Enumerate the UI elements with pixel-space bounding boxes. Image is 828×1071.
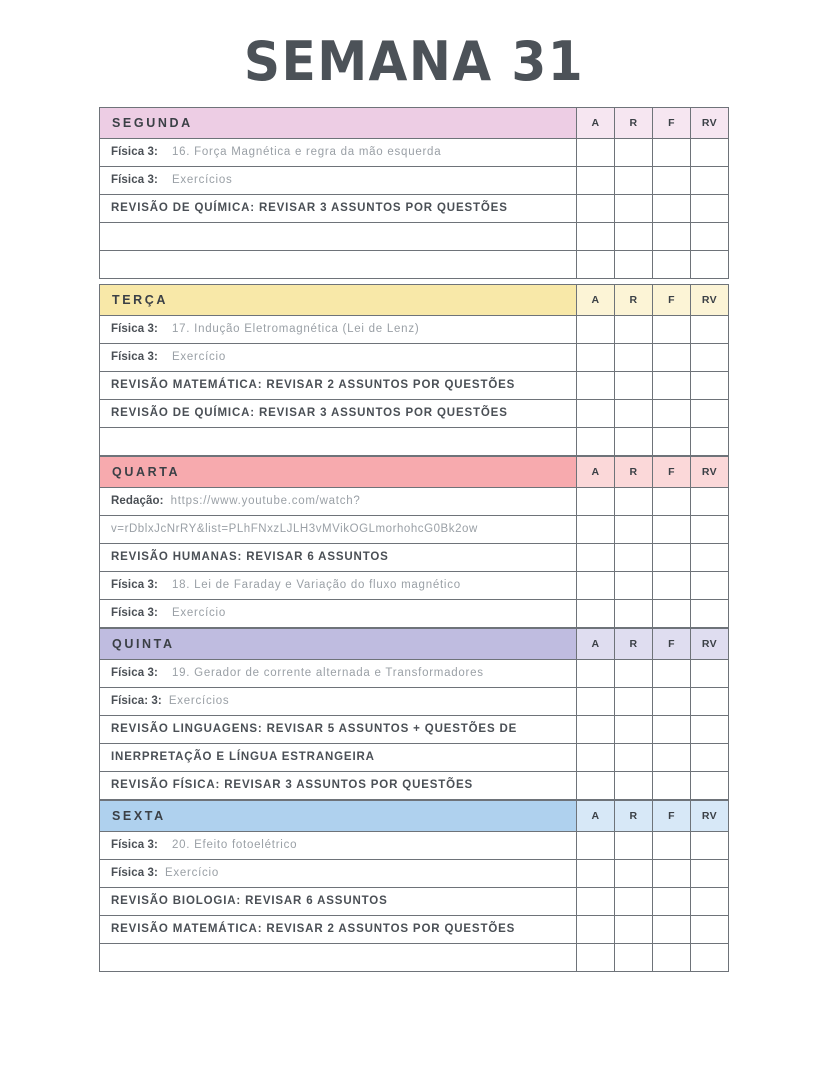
task-row [99,916,729,944]
task-row [99,400,729,428]
task-subject-label: Física 3: [111,351,158,364]
checkbox-cell-rv[interactable] [691,600,729,628]
task-cell[interactable] [99,916,577,944]
column-header-rv: RV [691,284,729,316]
checkbox-cell-rv[interactable] [691,428,729,456]
task-cell[interactable] [99,544,577,572]
checkbox-cell-rv[interactable] [691,400,729,428]
column-header-f: F [653,628,691,660]
checkbox-cell-a[interactable] [577,888,615,916]
day-header-row [99,456,729,488]
task-row [99,195,729,223]
task-row [99,544,729,572]
task-cell[interactable] [99,516,577,544]
column-header-a: A [577,107,615,139]
day-block-segunda [99,107,729,279]
checkbox-cell-a[interactable] [577,344,615,372]
checkbox-cell-f[interactable] [653,488,691,516]
task-subject-label: Física: 3: [111,695,162,708]
column-header-rv: RV [691,628,729,660]
day-block-quarta [99,456,729,628]
page-title: SEMANA 31 [243,30,585,93]
checkbox-cell-r[interactable] [615,516,653,544]
task-row [99,167,729,195]
checkbox-cell-rv[interactable] [691,860,729,888]
checkbox-cell-f[interactable] [653,400,691,428]
revision-task-text: REVISÃO BIOLOGIA: REVISAR 6 ASSUNTOS [111,895,388,908]
checkbox-cell-a[interactable] [577,223,615,251]
task-description: 18. Lei de Faraday e Variação do fluxo magnético [171,579,461,592]
task-cell[interactable] [99,888,577,916]
task-description: 20. Efeito fotoelétrico [171,839,298,852]
column-header-f: F [653,800,691,832]
task-row [99,832,729,860]
checkbox-cell-f[interactable] [653,716,691,744]
checkbox-cell-a[interactable] [577,316,615,344]
task-row [99,572,729,600]
day-name-quarta: QUARTA [99,456,577,488]
checkbox-cell-a[interactable] [577,251,615,279]
checkbox-cell-rv[interactable] [691,944,729,972]
task-cell[interactable] [99,688,577,716]
task-cell[interactable] [99,488,577,516]
checkbox-cell-r[interactable] [615,916,653,944]
checkbox-cell-r[interactable] [615,544,653,572]
day-name-segunda: SEGUNDA [99,107,577,139]
checkbox-cell-rv[interactable] [691,223,729,251]
checkbox-cell-f[interactable] [653,223,691,251]
task-row [99,600,729,628]
checkbox-cell-a[interactable] [577,832,615,860]
day-header-row [99,284,729,316]
checkbox-cell-f[interactable] [653,516,691,544]
task-subject-label: Física 3: [111,667,158,680]
checkbox-cell-f[interactable] [653,916,691,944]
task-cell[interactable] [99,344,577,372]
checkbox-cell-rv[interactable] [691,660,729,688]
checkbox-cell-rv[interactable] [691,716,729,744]
revision-task-text: INERPRETAÇÃO E LÍNGUA ESTRANGEIRA [111,751,375,764]
task-row [99,660,729,688]
day-block-sexta [99,800,729,972]
checkbox-cell-a[interactable] [577,372,615,400]
task-description: Exercício [171,351,226,364]
task-cell[interactable] [99,660,577,688]
checkbox-cell-r[interactable] [615,716,653,744]
column-header-rv: RV [691,800,729,832]
checkbox-cell-f[interactable] [653,251,691,279]
checkbox-cell-f[interactable] [653,772,691,800]
checkbox-cell-rv[interactable] [691,316,729,344]
checkbox-cell-f[interactable] [653,600,691,628]
task-subject-label: Física 3: [111,323,158,336]
checkbox-cell-a[interactable] [577,688,615,716]
checkbox-cell-rv[interactable] [691,744,729,772]
task-description: 17. Indução Eletromagnética (Lei de Lenz) [171,323,420,336]
checkbox-cell-rv[interactable] [691,916,729,944]
checkbox-cell-f[interactable] [653,572,691,600]
checkbox-cell-r[interactable] [615,428,653,456]
column-header-r: R [615,456,653,488]
column-header-rv: RV [691,456,729,488]
checkbox-cell-a[interactable] [577,488,615,516]
task-cell[interactable] [99,428,577,456]
column-header-f: F [653,107,691,139]
checkbox-cell-rv[interactable] [691,372,729,400]
task-cell[interactable] [99,744,577,772]
column-header-a: A [577,456,615,488]
task-cell[interactable] [99,251,577,279]
task-row [99,772,729,800]
checkbox-cell-f[interactable] [653,688,691,716]
revision-task-text: REVISÃO DE QUÍMICA: REVISAR 3 ASSUNTOS POR QUESTÕES [111,202,508,215]
day-block-quinta [99,628,729,800]
task-cell[interactable] [99,400,577,428]
checkbox-cell-rv[interactable] [691,167,729,195]
checkbox-cell-a[interactable] [577,400,615,428]
checkbox-cell-a[interactable] [577,516,615,544]
checkbox-cell-r[interactable] [615,251,653,279]
checkbox-cell-r[interactable] [615,688,653,716]
checkbox-cell-a[interactable] [577,600,615,628]
checkbox-cell-a[interactable] [577,167,615,195]
checkbox-cell-f[interactable] [653,744,691,772]
column-header-r: R [615,800,653,832]
checkbox-cell-r[interactable] [615,660,653,688]
task-cell[interactable] [99,832,577,860]
checkbox-cell-r[interactable] [615,139,653,167]
task-row [99,516,729,544]
checkbox-cell-a[interactable] [577,428,615,456]
column-header-r: R [615,628,653,660]
task-subject-label: Física 3: [111,839,158,852]
checkbox-cell-r[interactable] [615,744,653,772]
task-row [99,344,729,372]
task-row [99,223,729,251]
checkbox-cell-f[interactable] [653,860,691,888]
checkbox-cell-a[interactable] [577,916,615,944]
checkbox-cell-r[interactable] [615,944,653,972]
task-row [99,428,729,456]
checkbox-cell-rv[interactable] [691,488,729,516]
checkbox-cell-a[interactable] [577,744,615,772]
day-header-row [99,800,729,832]
checkbox-cell-r[interactable] [615,600,653,628]
task-row [99,139,729,167]
task-subject-label: Redação: [111,495,164,508]
task-row [99,860,729,888]
task-description: Exercícios [168,695,230,708]
checkbox-cell-f[interactable] [653,372,691,400]
column-header-a: A [577,800,615,832]
day-name-terca: TERÇA [99,284,577,316]
column-header-f: F [653,284,691,316]
checkbox-cell-r[interactable] [615,572,653,600]
day-block-terca [99,284,729,456]
checkbox-cell-f[interactable] [653,316,691,344]
checkbox-cell-f[interactable] [653,167,691,195]
checkbox-cell-f[interactable] [653,660,691,688]
day-header-row [99,107,729,139]
task-cell[interactable] [99,167,577,195]
task-row [99,888,729,916]
checkbox-cell-r[interactable] [615,488,653,516]
task-row [99,688,729,716]
task-cell[interactable] [99,716,577,744]
day-name-sexta: SEXTA [99,800,577,832]
task-cell[interactable] [99,139,577,167]
revision-task-text: REVISÃO MATEMÁTICA: REVISAR 2 ASSUNTOS POR QUESTÕES [111,923,516,936]
task-cell[interactable] [99,772,577,800]
task-cell[interactable] [99,195,577,223]
revision-task-text: REVISÃO DE QUÍMICA: REVISAR 3 ASSUNTOS POR QUESTÕES [111,407,508,420]
task-cell[interactable] [99,372,577,400]
task-row [99,744,729,772]
checkbox-cell-f[interactable] [653,139,691,167]
task-row [99,716,729,744]
checkbox-cell-a[interactable] [577,660,615,688]
task-cell[interactable] [99,860,577,888]
checkbox-cell-r[interactable] [615,372,653,400]
day-name-quinta: QUINTA [99,628,577,660]
task-row [99,488,729,516]
column-header-r: R [615,284,653,316]
revision-task-text: REVISÃO FÍSICA: REVISAR 3 ASSUNTOS POR QUESTÕES [111,779,474,792]
checkbox-cell-rv[interactable] [691,572,729,600]
column-header-r: R [615,107,653,139]
checkbox-cell-f[interactable] [653,428,691,456]
checkbox-cell-f[interactable] [653,344,691,372]
checkbox-cell-f[interactable] [653,888,691,916]
checkbox-cell-rv[interactable] [691,251,729,279]
checkbox-cell-rv[interactable] [691,139,729,167]
task-description: https://www.youtube.com/watch? [170,495,361,508]
checkbox-cell-rv[interactable] [691,195,729,223]
checkbox-cell-a[interactable] [577,860,615,888]
task-cell[interactable] [99,944,577,972]
checkbox-cell-r[interactable] [615,344,653,372]
task-row [99,372,729,400]
task-subject-label: Física 3: [111,579,158,592]
column-header-rv: RV [691,107,729,139]
checkbox-cell-f[interactable] [653,832,691,860]
checkbox-cell-f[interactable] [653,195,691,223]
task-subject-label: Física 3: [111,174,158,187]
task-row [99,316,729,344]
checkbox-cell-f[interactable] [653,544,691,572]
planner-table [99,107,729,972]
task-row [99,944,729,972]
task-cell[interactable] [99,316,577,344]
task-cell[interactable] [99,223,577,251]
column-header-f: F [653,456,691,488]
checkbox-cell-r[interactable] [615,223,653,251]
task-description: Exercício [164,867,219,880]
task-description: 19. Gerador de corrente alternada e Transformadores [171,667,484,680]
checkbox-cell-r[interactable] [615,195,653,223]
task-cell[interactable] [99,600,577,628]
checkbox-cell-a[interactable] [577,195,615,223]
checkbox-cell-rv[interactable] [691,544,729,572]
task-row [99,251,729,279]
task-description: Exercícios [171,174,233,187]
checkbox-cell-a[interactable] [577,544,615,572]
checkbox-cell-r[interactable] [615,316,653,344]
task-description: 16. Força Magnética e regra da mão esquerda [171,146,442,159]
revision-task-text: REVISÃO HUMANAS: REVISAR 6 ASSUNTOS [111,551,389,564]
task-subject-label: Física 3: [111,146,158,159]
checkbox-cell-r[interactable] [615,888,653,916]
checkbox-cell-a[interactable] [577,572,615,600]
column-header-a: A [577,628,615,660]
day-header-row [99,628,729,660]
checkbox-cell-r[interactable] [615,772,653,800]
task-description: Exercício [171,607,226,620]
task-cell[interactable] [99,572,577,600]
checkbox-cell-rv[interactable] [691,832,729,860]
checkbox-cell-a[interactable] [577,139,615,167]
checkbox-cell-a[interactable] [577,716,615,744]
checkbox-cell-rv[interactable] [691,516,729,544]
checkbox-cell-rv[interactable] [691,688,729,716]
revision-task-text: REVISÃO MATEMÁTICA: REVISAR 2 ASSUNTOS POR QUESTÕES [111,379,516,392]
checkbox-cell-f[interactable] [653,944,691,972]
task-subject-label: Física 3: [111,867,158,880]
task-subject-label: Física 3: [111,607,158,620]
checkbox-cell-rv[interactable] [691,344,729,372]
checkbox-cell-r[interactable] [615,860,653,888]
checkbox-cell-r[interactable] [615,400,653,428]
checkbox-cell-a[interactable] [577,944,615,972]
checkbox-cell-a[interactable] [577,772,615,800]
checkbox-cell-r[interactable] [615,832,653,860]
url-continuation-text: v=rDblxJcNrRY&list=PLhFNxzLJLH3vMVikOGLmorhohcG0Bk2ow [111,523,478,536]
column-header-a: A [577,284,615,316]
checkbox-cell-r[interactable] [615,167,653,195]
checkbox-cell-rv[interactable] [691,888,729,916]
checkbox-cell-rv[interactable] [691,772,729,800]
revision-task-text: REVISÃO LINGUAGENS: REVISAR 5 ASSUNTOS + QUESTÕES DE [111,723,518,736]
